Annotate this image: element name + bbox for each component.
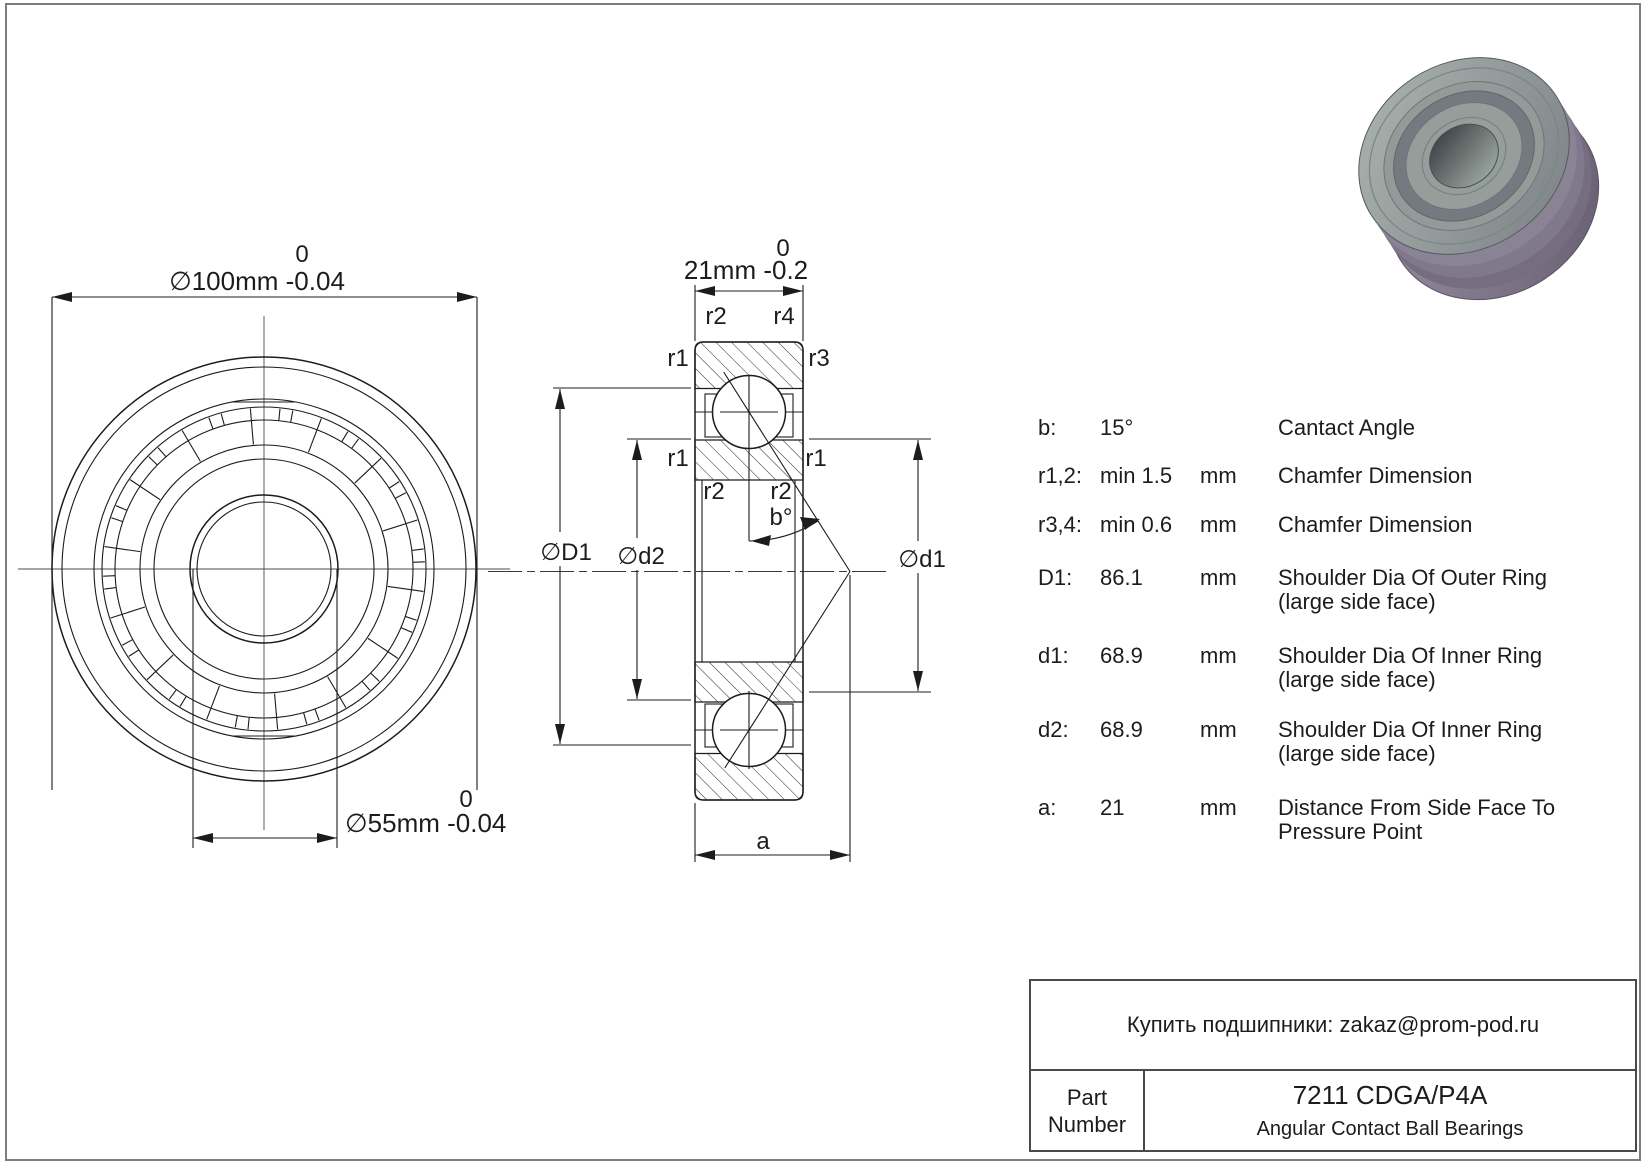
contact-text: Купить подшипники: zakaz@prom-pod.ru: [1126, 1012, 1540, 1037]
dimension-d2: [610, 439, 691, 700]
spec-unit: mm: [1200, 717, 1237, 742]
label-r2-top-left: r2: [705, 303, 727, 330]
spec-value: 68.9: [1100, 717, 1143, 742]
part-label-line1: Part: [1066, 1084, 1108, 1110]
spec-value: 86.1: [1100, 565, 1143, 590]
label-d2: ∅d2: [617, 543, 665, 570]
spec-value: 68.9: [1100, 643, 1143, 668]
part-number: 7211 CDGA/P4A: [1292, 1080, 1488, 1110]
spec-value: min 1.5: [1100, 463, 1173, 488]
part-number-label-cell: [1031, 1071, 1145, 1150]
section-width-dim-text: 21mm -0.2: [683, 255, 809, 285]
spec-row-b: [1038, 416, 1570, 440]
spec-key: b:: [1038, 415, 1057, 440]
spec-key: D1:: [1038, 565, 1073, 590]
spec-row-d2: [1038, 718, 1570, 766]
front-outer-dimension: [52, 241, 477, 790]
bearing-category: Angular Contact Ball Bearings: [1256, 1118, 1524, 1140]
spec-key: r3,4:: [1038, 512, 1083, 537]
spec-description: Cantact Angle: [1278, 415, 1415, 440]
label-r2-mid-left: r2: [703, 478, 725, 505]
spec-unit: mm: [1200, 512, 1237, 537]
label-r2-mid-right: r2: [770, 478, 792, 505]
section-view: [488, 235, 953, 862]
front-view: [18, 241, 510, 848]
spec-row-r12: [1038, 464, 1570, 488]
spec-row-D1: [1038, 566, 1570, 614]
spec-value: min 0.6: [1100, 512, 1173, 537]
spec-description: Distance From Side Face To Pressure Point: [1278, 795, 1556, 844]
spec-unit: mm: [1200, 643, 1237, 668]
label-r1-outer-left: r1: [667, 345, 689, 372]
spec-key: r1,2:: [1038, 463, 1083, 488]
front-outer-dim-text: ∅100mm -0.04: [169, 266, 345, 296]
spec-description: Chamfer Dimension: [1278, 463, 1473, 488]
footer-table: [1029, 979, 1637, 1152]
label-r1-inner-right: r1: [805, 445, 827, 472]
spec-description: Chamfer Dimension: [1278, 512, 1473, 537]
spec-key: d1:: [1038, 643, 1069, 668]
contact-row: [1031, 981, 1635, 1071]
label-r4-top-right: r4: [773, 303, 795, 330]
spec-description: Shoulder Dia Of Inner Ring (large side face): [1278, 643, 1543, 692]
spec-value: 21: [1100, 795, 1125, 820]
label-r1-inner-left: r1: [667, 445, 689, 472]
contact-angle-label: b°: [769, 504, 793, 531]
spec-unit: mm: [1200, 565, 1237, 590]
label-a: a: [756, 828, 770, 855]
front-bore-dim-tolerance-upper: 0: [459, 786, 473, 813]
label-d1: ∅d1: [898, 546, 946, 573]
spec-unit: mm: [1200, 795, 1237, 820]
spec-description: Shoulder Dia Of Outer Ring (large side face): [1278, 565, 1548, 614]
label-D1: ∅D1: [540, 539, 592, 566]
bearing-3d-render: [1321, 18, 1636, 339]
dimension-d1: [809, 439, 953, 692]
spec-row-d1: [1038, 644, 1570, 692]
spec-row-r34: [1038, 513, 1570, 537]
spec-description: Shoulder Dia Of Inner Ring (large side face): [1278, 717, 1543, 766]
spec-unit: mm: [1200, 463, 1237, 488]
part-number-row: [1031, 1071, 1635, 1150]
label-r3-outer-right: r3: [808, 345, 830, 372]
front-outer-dim-tolerance-upper: 0: [295, 241, 309, 268]
part-number-value-cell: [1145, 1071, 1635, 1150]
section-width-tolerance-upper: 0: [776, 235, 790, 262]
spec-value: 15°: [1100, 415, 1134, 440]
spec-row-a: [1038, 796, 1570, 844]
front-bore-dim-text: ∅55mm -0.04: [345, 808, 507, 838]
part-label-line2: Number: [1047, 1111, 1127, 1137]
spec-key: a:: [1038, 795, 1057, 820]
spec-key: d2:: [1038, 717, 1069, 742]
front-bore-dimension: [193, 569, 506, 848]
